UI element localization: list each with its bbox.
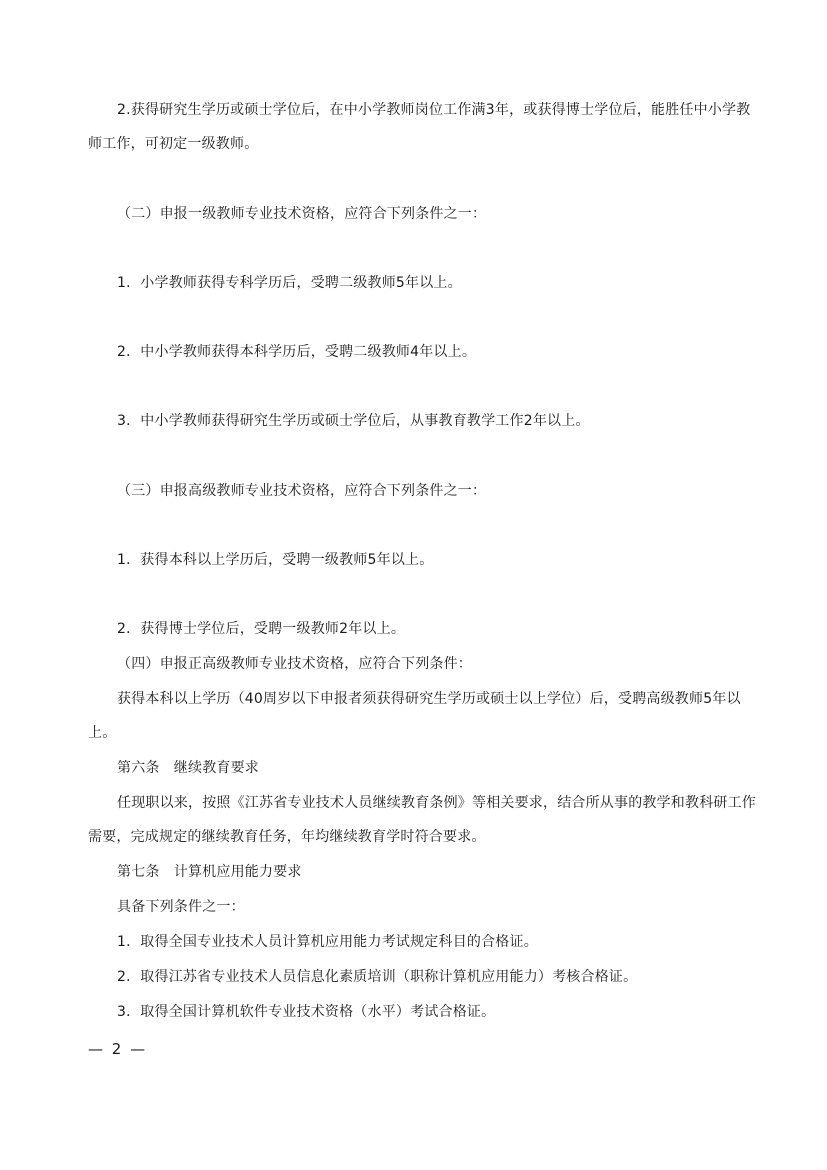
article-seven-heading: 第七条 计算机应用能力要求 (117, 864, 302, 880)
paragraph-doctoral-line1: 2.获得研究生学历或硕士学位后，在中小学教师岗位工作满3年，或获得博士学位后，能胜任中小学教 (117, 102, 751, 118)
condition-full-senior-line1: 获得本科以上学历（40周岁以下申报者须获得研究生学历或硕士以上学位）后，受聘高级教师5年以 (117, 691, 741, 707)
condition-item: 1．取得全国专业技术人员计算机应用能力考试规定科目的合格证。 (117, 934, 538, 950)
article-seven-intro: 具备下列条件之一： (117, 899, 245, 915)
article-six-heading: 第六条 继续教育要求 (117, 760, 259, 776)
condition-item: 1．小学教师获得专科学历后，受聘二级教师5年以上。 (117, 275, 462, 291)
article-six-body-line1: 任现职以来，按照《江苏省专业技术人员继续教育条例》等相关要求，结合所从事的教学和教科研工作 (117, 795, 756, 811)
condition-item: 1．获得本科以上学历后，受聘一级教师5年以上。 (117, 552, 434, 568)
heading-full-senior-teacher: （四）申报正高级教师专业技术资格，应符合下列条件： (117, 656, 472, 672)
condition-item: 3．取得全国计算机软件专业技术资格（水平）考试合格证。 (117, 1004, 496, 1020)
article-six-body-line2: 需要，完成规定的继续教育任务，年均继续教育学时符合要求。 (88, 829, 486, 845)
heading-level-one-teacher: （二）申报一级教师专业技术资格，应符合下列条件之一： (117, 206, 487, 222)
heading-senior-teacher: （三）申报高级教师专业技术资格，应符合下列条件之一： (117, 483, 487, 499)
condition-item: 2．中小学教师获得本科学历后，受聘二级教师4年以上。 (117, 344, 477, 360)
page-number: — 2 — (88, 1040, 148, 1058)
condition-item: 2．取得江苏省专业技术人员信息化素质培训（职称计算机应用能力）考核合格证。 (117, 969, 638, 985)
condition-item: 2．获得博士学位后，受聘一级教师2年以上。 (117, 621, 406, 637)
condition-item: 3．中小学教师获得研究生学历或硕士学位后，从事教育教学工作2年以上。 (117, 413, 590, 429)
paragraph-doctoral-line2: 师工作，可初定一级教师。 (88, 136, 259, 152)
condition-full-senior-line2: 上。 (88, 725, 117, 741)
